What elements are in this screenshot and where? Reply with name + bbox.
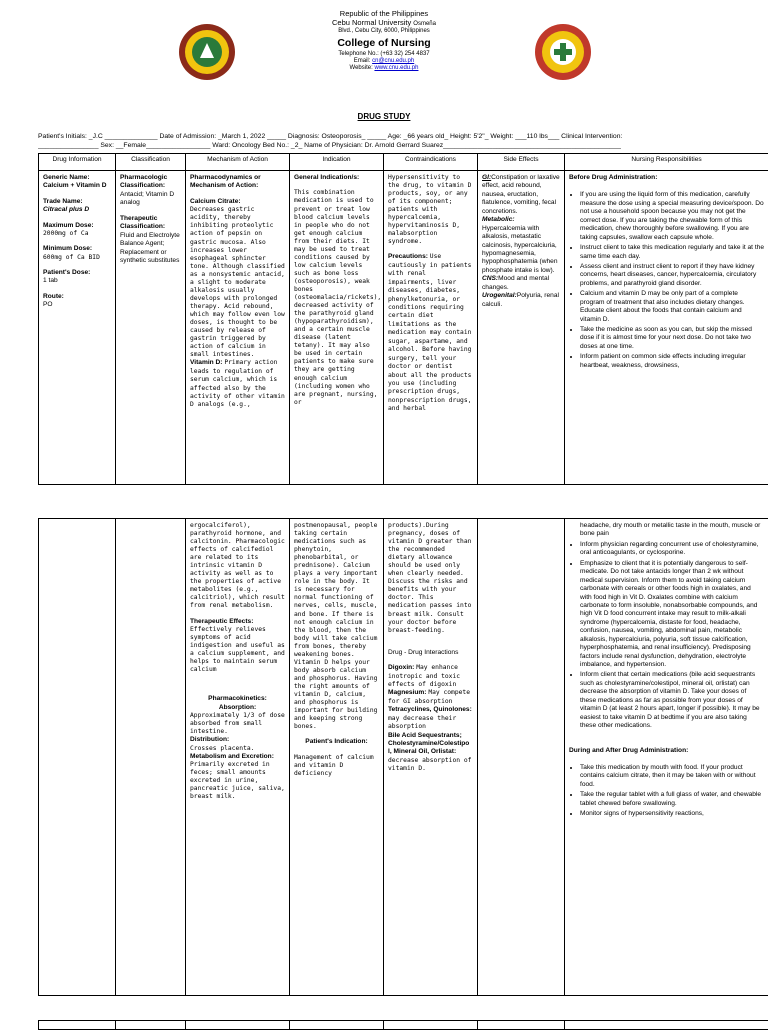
- bile-acid-text: decrease absorption of vitamin D.: [388, 757, 471, 772]
- nursing-continued-list: [569, 541, 764, 731]
- letterhead: [0, 10, 768, 72]
- contraindications-cell: [384, 519, 478, 996]
- university-name: Cebu Normal University: [332, 18, 411, 27]
- email-label: Email:: [354, 58, 372, 64]
- during-administration-list: [569, 764, 764, 819]
- pharmacologic-value: Antacid; Vitamin D analog: [120, 191, 181, 208]
- list-item: • Inform patient on common side effects including irregular heartbeat, weakness, drowsiness,: [580, 353, 764, 370]
- route-label: Route:: [43, 293, 111, 301]
- mechanism-heading: Pharmacodynamics or Mechanism of Action:: [190, 174, 285, 191]
- table-row: [39, 1021, 768, 1030]
- bile-acid-label: Bile Acid Sequestrants; Cholestyramine/Colestipo l, Mineral Oil, Orlistat:: [388, 732, 469, 756]
- min-dose-label: Minimum Dose:: [43, 245, 111, 253]
- nursing-responsibilities-cell: [565, 171, 768, 485]
- column-header: Contraindications: [384, 154, 478, 171]
- pharmacokinetics-label: Pharmacokinetics:: [190, 695, 285, 703]
- urogenital-text: Polyuria, renal calculi.: [482, 292, 559, 307]
- table-row: [39, 171, 768, 485]
- column-header: Nursing Responsibilities: [565, 154, 768, 171]
- drug-information-cell: [39, 171, 116, 485]
- nursing-continued-text: headache, dry mouth or metallic taste in the mouth, muscle or bone pain: [569, 522, 764, 539]
- route-value: PO: [43, 301, 111, 309]
- website-label: Website:: [350, 65, 375, 71]
- column-header: Side Effects: [478, 154, 565, 171]
- list-item: • Instruct client to take this medication regularly and take it at the same time each day.: [580, 244, 764, 261]
- column-header: Classification: [116, 154, 186, 171]
- metabolic-label: Metabolic:: [482, 216, 560, 224]
- patient-indication-text: Management of calcium and vitamin D deficiency: [294, 754, 379, 778]
- college-name: College of Nursing: [0, 37, 768, 50]
- patient-dose-label: Patient's Dose:: [43, 269, 111, 277]
- mechanism-cell: [186, 519, 290, 996]
- indication-continued-text: postmenopausal, people taking certain medications such as phenytoin, phenobarbital, or prednisone). Calcium plays a very important role in the body. It is necessary for normal functioning of nerves, cells, muscle, and bone. If there is not enough calcium in the blood, then the body will take calcium from bones, thereby weakening bones. Vitamin D helps your body absorb calcium and phosphorus. Having the right amounts of vitamin D, calcium, and phosphorus is important for building and keeping strong bones.: [294, 522, 379, 731]
- mechanism-cell: [186, 171, 290, 485]
- drug-study-table-page-3: [38, 1020, 768, 1030]
- precautions-text: Use cautiously in patients with renal impairments, liver diseases, diabetes, phenylketonuria, or conditions requiring certain diet limitations as the medication may contain sugar, aspartame, and alcohol. Before having surgery, tell your doctor or dentist about all the products you use (including prescription drugs, nonprescription drugs, and herbal: [388, 253, 471, 412]
- generic-name-value: Calcium + Vitamin D: [43, 182, 111, 190]
- list-item: • Emphasize to client that it is potentially dangerous to self-medicate. Do not take antacids longer than 2 wk without medical supervision. Inform them to avoid taking calcium carbonate with cereals or other foods high in oxalates, and with food high in Vit D. Oxalates combine with calcium carbonate to form insoluble, nonabsorbable compounds, and high Vit D food concurrent intake may result to milk-alkali syndrome (hypercalcemia, distaste for food, headache, confusion, nausea, vomiting, abdominal pain, metabolic alkalosis, hypercalciuria, polyuria, soft tissue calcification, hyperphosphatemia, and renal insufficiency). Predisposing factors include renal dysfunction, dehydration, electrolyte imbalance, and hypertension.: [580, 560, 764, 670]
- magnesium-text: May compete for GI absorption: [388, 689, 470, 704]
- patient-info-line-1: Patient's Initials: _J.C ______________ Date of Admission: _March 1, 2022 _____ Diagnosis: Osteoporosis_ _____ Age: _66 years old_ Height: 5'2"_ Weight: ___110 lbs___ Clinical Intervention:: [38, 133, 768, 141]
- list-item: • If you are using the liquid form of this medication, carefully measure the dose using a special measuring device/spoon. Do not use a household spoon because you may not get the correct dose. If you are taking the chewable form of this medication, chew thoroughly before swallowing. If you are taking capsules, swallow each capsule whole.: [580, 191, 764, 242]
- drug-study-table-page-1: [38, 153, 768, 485]
- digoxin-text: May enhance inotropic and toxic effects of digoxin: [388, 664, 460, 688]
- list-item: • Take the regular tablet with a full glass of water, and chewable tablet chewed before swallowing.: [580, 791, 764, 808]
- patient-dose-value: 1 tab: [43, 277, 111, 285]
- magnesium-label: Magnesium:: [388, 689, 426, 696]
- drug-interactions-heading: Drug - Drug Interactions: [388, 649, 473, 657]
- gi-text: Constipation or laxative effect, acid rebound, nausea, eructation, flatulence, vomiting, fecal concretions.: [482, 174, 560, 215]
- patient-info-line-2: ________________ Sex: __Female_________________ Ward: Oncology Bed No.: _2_ Name of Physician: Dr. Arnold Gerrard Suarez_______________________________________________: [38, 142, 768, 150]
- cns-text: Mood and mental changes.: [482, 275, 549, 290]
- contraindications-cell: [384, 171, 478, 485]
- list-item: • Take this medication by mouth with food. If your product contains calcium citrate, then it may be taken with or without food.: [580, 764, 764, 789]
- list-item: • Calcium and vitamin D may be only part of a complete program of treatment that also includes dietary changes. Educate client about the foods that contain calcium and vitamin D.: [580, 290, 764, 324]
- trade-name-value: Citracal plus D: [43, 206, 111, 214]
- list-item: • Inform client that certain medications (bile acid sequestrants such as cholestyramine/colestipol, mineral oil, orlistat) can decrease the absorption of vitamin D. Take your doses of these medications as far as possible from your doses of vitamin D (at least 2 hours apart, longer if possible). It may be easiest to take vitamin D at bedtime if you are also taking these other medications.: [580, 671, 764, 730]
- list-item: • Assess client and instruct client to report if they have kidney concerns, heart diseases, cancer, hypercalcemia, circulatory problems, and parathyroid gland disorder.: [580, 263, 764, 288]
- indication-cell: [290, 519, 384, 996]
- general-indication-label: General Indication/s:: [294, 174, 379, 182]
- email-link[interactable]: cn@cnu.edu.ph: [372, 58, 414, 64]
- patient-indication-label: Patient's Indication:: [294, 738, 379, 746]
- calcium-citrate-text: Decreases gastric acidity, thereby inhibiting proteolytic action of pepsin on gastric mucosa. Also increases lower esophageal sphincter tone. Although classified as a nonsystemic antacid, a slight to moderate alkalosis usually develops with prolonged therapy. Acid rebound, which may follow even low doses, is thought to be caused by release of gastrin triggered by action of calcium in small intestines.: [190, 206, 285, 359]
- contraindications-text: Hypersensitivity to the drug, to vitamin D products, soy, or any of its component; patients with hypercalcemia, hypervitaminosis D, malabsorption syndrome.: [388, 174, 473, 246]
- tetracyclines-label: Tetracyclines, Quinolones:: [388, 706, 472, 713]
- gi-label: GI:: [482, 174, 491, 181]
- metabolic-text: Hypercalcemia with alkalosis, metastatic calcinosis, hypercalciuria, hypomagnesemia, hypophosphatemia (when phosphate intake is low).: [482, 225, 560, 276]
- distribution-text: Crosses placenta.: [190, 745, 285, 753]
- before-administration-list: [569, 191, 764, 370]
- metabolism-text: Primarily excreted in feces; small amounts excreted in urine, pancreatic juice, saliva, breast milk.: [190, 761, 285, 801]
- max-dose-label: Maximum Dose:: [43, 222, 111, 230]
- drug-study-table-page-2: [38, 518, 768, 996]
- absorption-label: Absorption:: [190, 704, 285, 712]
- distribution-label: Distribution:: [190, 736, 285, 744]
- digoxin-label: Digoxin:: [388, 664, 414, 671]
- max-dose-value: 2000mg of Ca: [43, 230, 111, 238]
- calcium-citrate-label: Calcium Citrate:: [190, 198, 285, 206]
- classification-cell: [116, 519, 186, 996]
- table-header-row: [39, 154, 768, 171]
- vitamin-d-label: Vitamin D:: [190, 359, 223, 366]
- classification-cell: [116, 171, 186, 485]
- side-effects-cell: [478, 519, 565, 996]
- column-header: Drug Information: [39, 154, 116, 171]
- contraindications-continued-text: products).During pregnancy, doses of vitamin D greater than the recommended dietary allowance should be used only when clearly needed. Discuss the risks and benefits with your doctor. This medication passes into breast milk. Consult your doctor before breast-feeding.: [388, 522, 473, 635]
- mechanism-continued-text: ergocalciferol), parathyroid hormone, and calcitonin. Pharmacologic effects of calcifediol are related to its intrinsic vitamin D activity as well as to the properties of active metabolites (e.g., calcitriol), which result from renal metabolism.: [190, 522, 285, 611]
- therapeutic-label: Therapeutic Classification:: [120, 215, 181, 232]
- general-indication-text: This combination medication is used to prevent or treat low blood calcium levels in people who do not get enough calcium from their diets. It may be used to treat conditions caused by low calcium levels such as bone loss (osteoporosis), weak bones (osteomalacia/rickets), decreased activity of the parathyroid gland (hypoparathyroidism), and a certain muscle disease (latent tetany). It may also be used in certain patients to make sure they are getting enough calcium (including women who are pregnant, nursing, or: [294, 189, 379, 406]
- republic-line: Republic of the Philippines: [0, 10, 768, 19]
- precautions-label: Precautions:: [388, 253, 428, 260]
- before-administration-heading: Before Drug Administration:: [569, 174, 764, 182]
- therapeutic-value: Fluid and Electrolyte Balance Agent; Replacement or synthetic substitutes: [120, 232, 181, 266]
- telephone-line: Telephone No.: (+63 32) 254 4837: [0, 51, 768, 58]
- therapeutic-effects-label: Therapeutic Effects:: [190, 618, 285, 626]
- column-header: Indication: [290, 154, 384, 171]
- urogenital-label: Urogenital:: [482, 292, 517, 299]
- trade-name-label: Trade Name:: [43, 198, 111, 206]
- vitamin-d-text: Primary action leads to regulation of serum calcium, which is affected also by the activity of other vitamin D analogs (e.g.,: [190, 359, 285, 408]
- min-dose-value: 600mg of Ca BID: [43, 254, 111, 262]
- side-effects-cell: [478, 171, 565, 485]
- list-item: • Inform physician regarding concurrent use of cholestyramine, oral anticoagulants, or cyclosporine.: [580, 541, 764, 558]
- generic-name-label: Generic Name:: [43, 174, 111, 182]
- osmena-text: Osmeña: [413, 21, 436, 27]
- therapeutic-effects-text: Effectively relieves symptoms of acid indigestion and useful as a calcium supplement, and helps to maintain serum calcium: [190, 626, 285, 674]
- tetracyclines-text: may decrease their absorption: [388, 715, 456, 730]
- column-header: Mechanism of Action: [186, 154, 290, 171]
- during-administration-heading: During and After Drug Administration:: [569, 747, 764, 755]
- cns-label: CNS:: [482, 275, 498, 282]
- nursing-responsibilities-cell: [565, 519, 768, 996]
- table-row: [39, 519, 768, 996]
- drug-information-cell: [39, 519, 116, 996]
- website-link[interactable]: www.cnu.edu.ph: [374, 65, 418, 71]
- indication-cell: [290, 171, 384, 485]
- page-title: DRUG STUDY: [0, 112, 768, 122]
- list-item: • Monitor signs of hypersensitivity reactions,: [580, 810, 764, 818]
- list-item: • Take the medicine as soon as you can, but skip the missed dose if it is almost time for your next dose. Do not take two doses at one time.: [580, 326, 764, 351]
- metabolism-label: Metabolism and Excretion:: [190, 753, 285, 761]
- address-line: Blvd., Cebu City, 6000, Philippines: [0, 28, 768, 35]
- pharmacologic-label: Pharmacologic Classification:: [120, 174, 181, 191]
- absorption-text: Approximately 1/3 of dose absorbed from small intestine.: [190, 712, 285, 736]
